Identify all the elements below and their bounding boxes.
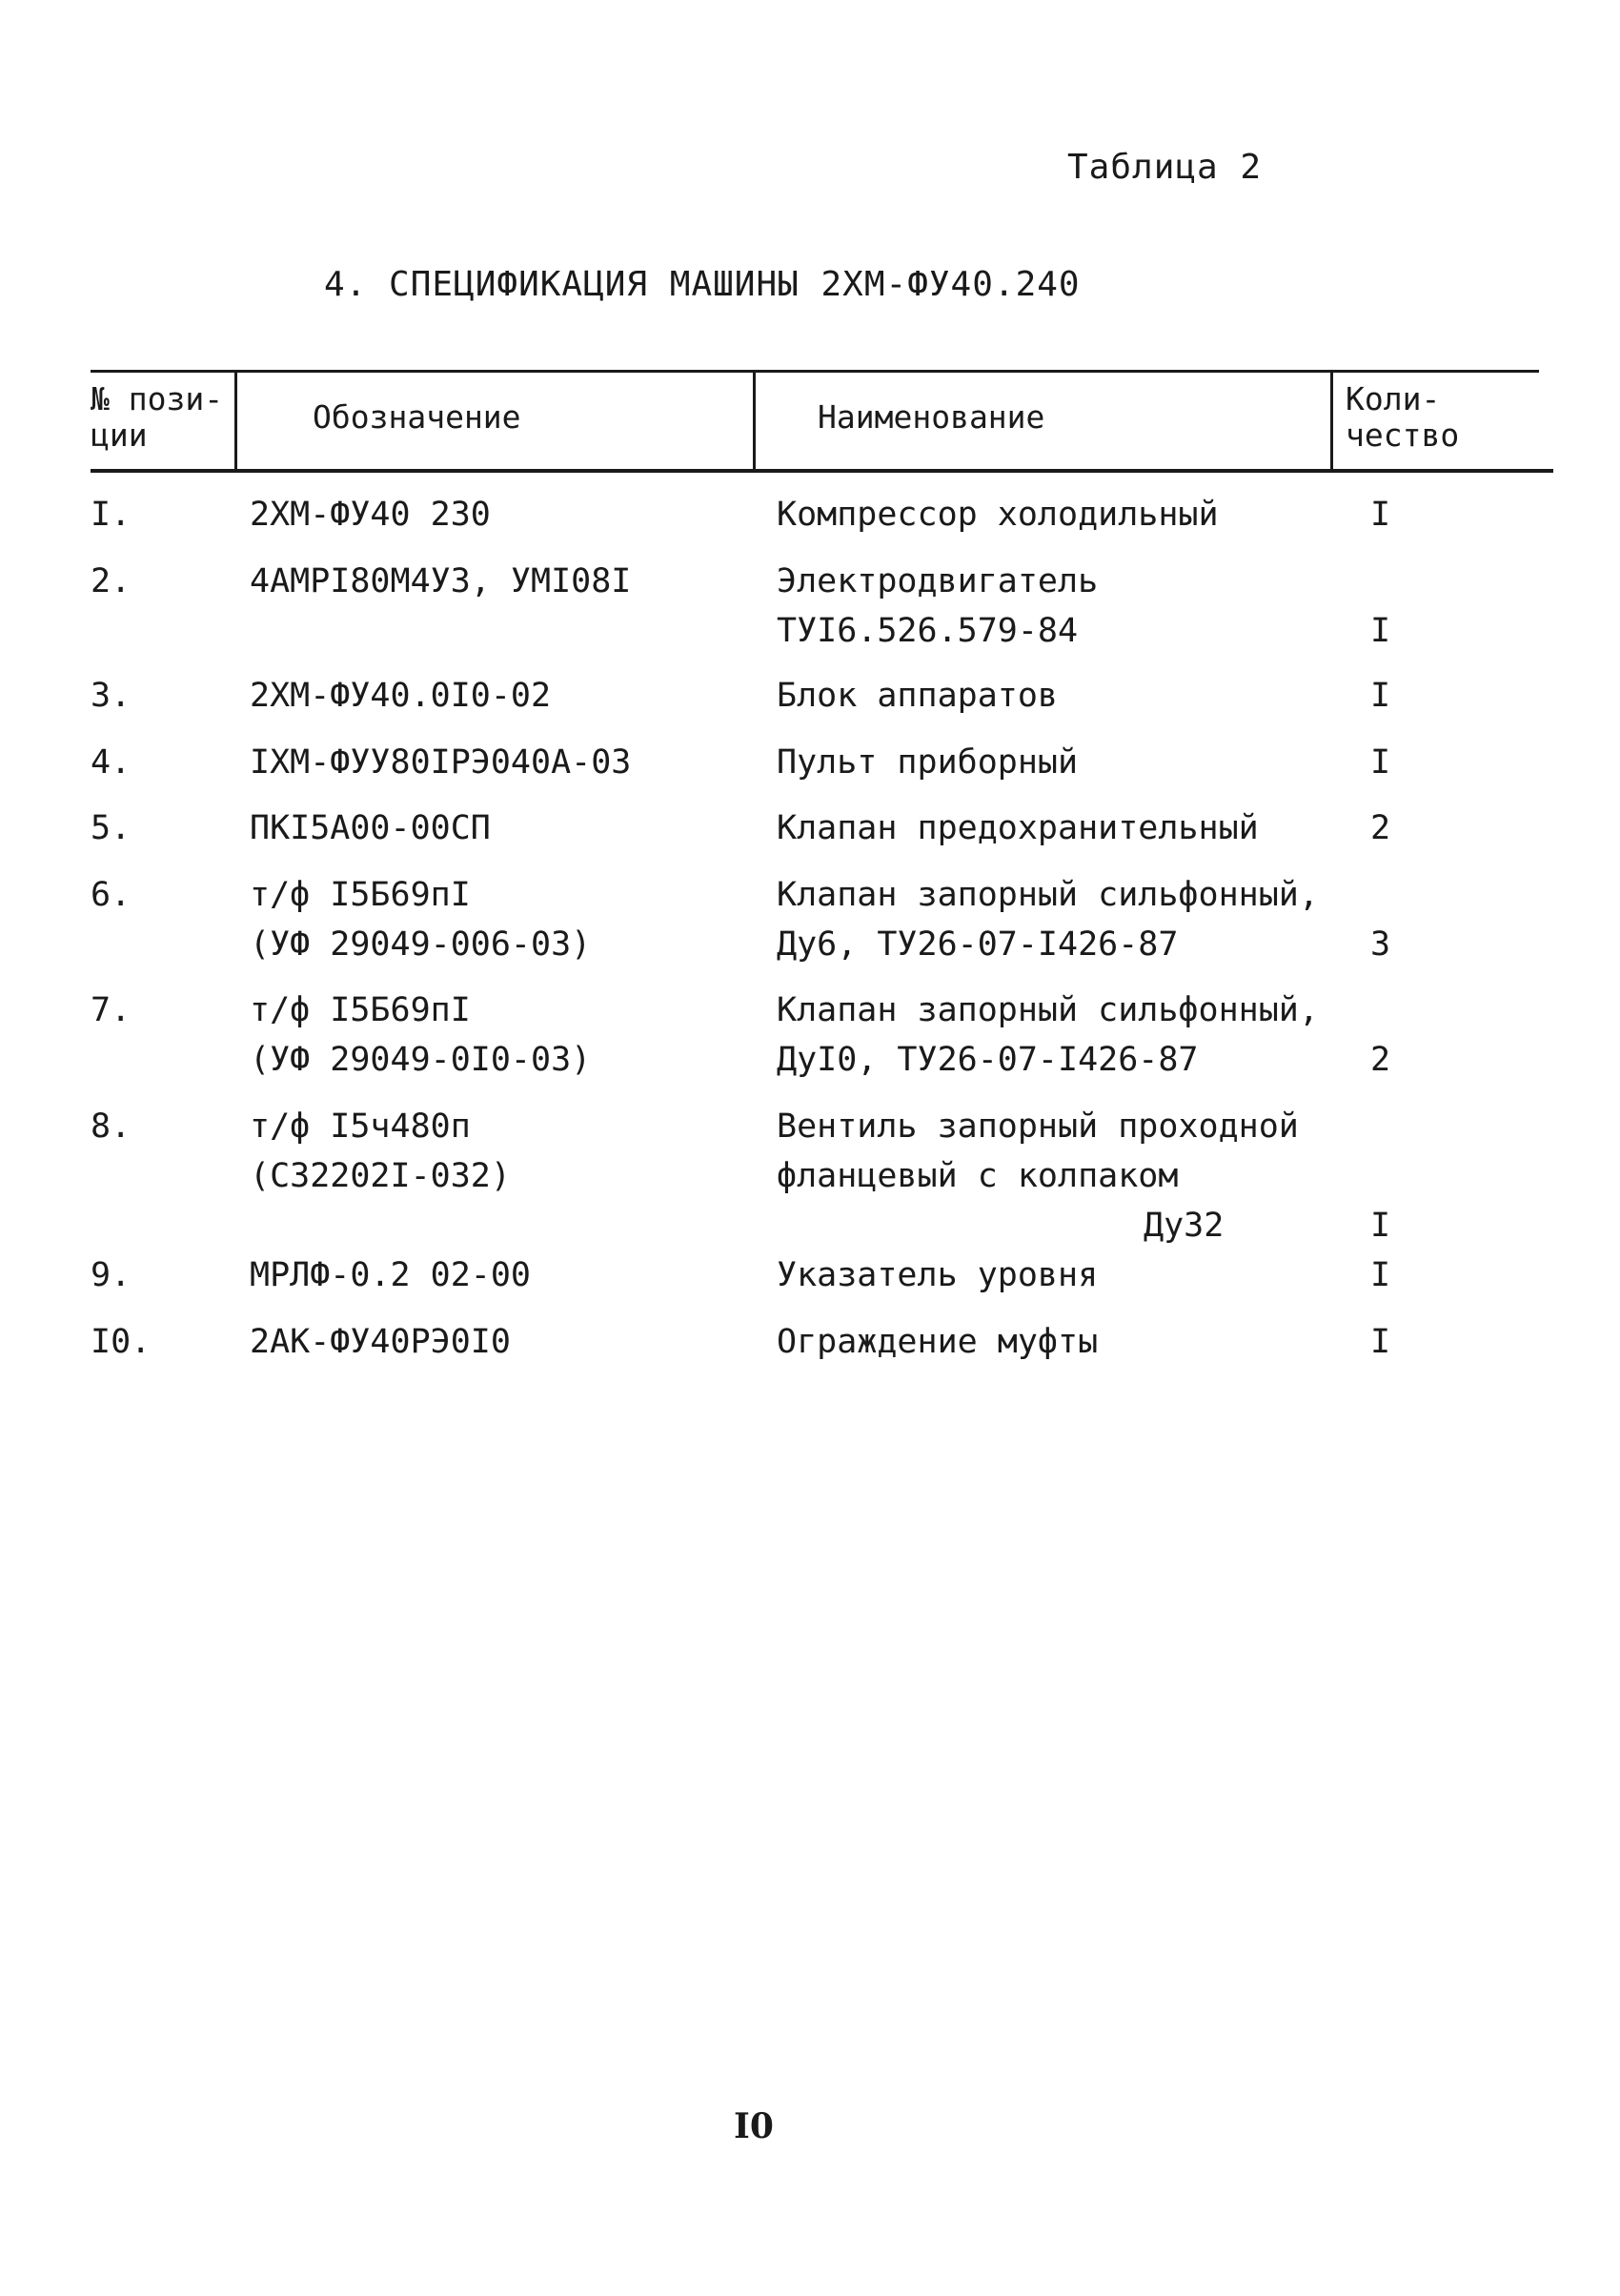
row-name: Блок аппаратов [777,677,1059,715]
row-designation: IХМ-ФУУ80IРЭ040А-03 [250,743,632,782]
table-header-border [91,469,1553,473]
row-name-line-2: ДуI0, ТУ26-07-I426-87 [777,1041,1199,1079]
header-quantity-line-2: чество [1346,417,1460,454]
row-quantity: I [1370,1256,1391,1294]
row-designation: т/ф I5Б69пI [250,991,471,1029]
row-name: Клапан запорный сильфонный, [777,876,1319,914]
header-position-line-2: ции [91,417,148,454]
row-quantity: I [1370,677,1391,715]
row-designation: 4АМРI80М4У3, УМI08I [250,562,632,600]
row-name-line-2: фланцевый с колпаком [777,1157,1179,1195]
row-name-line-3: Ду32 [1144,1207,1225,1245]
header-position-line-1: № пози- [91,380,224,417]
row-name: Клапан запорный сильфонный, [777,991,1319,1029]
row-position: I. [91,496,132,534]
column-divider-2 [753,370,756,469]
header-designation: Обозначение [313,398,521,436]
row-name-line-2: ТУI6.526.579-84 [777,612,1079,650]
row-name-line-2: Ду6, ТУ26-07-I426-87 [777,925,1179,964]
row-name: Компрессор холодильный [777,496,1219,534]
row-designation-line-2: (УФ 29049-0I0-03) [250,1041,592,1079]
row-quantity: 2 [1370,1041,1391,1079]
row-quantity: I [1370,1207,1391,1245]
document-title: 4. СПЕЦИФИКАЦИЯ МАШИНЫ 2ХМ-ФУ40.240 [324,265,1081,304]
page-number: I0 [734,2106,774,2146]
column-divider-1 [234,370,237,469]
row-designation: 2ХМ-ФУ40 230 [250,496,491,534]
row-designation: т/ф I5Б69пI [250,876,471,914]
row-designation: МРЛФ-0.2 02-00 [250,1256,532,1294]
row-position: 4. [91,743,132,782]
column-divider-3 [1330,370,1333,469]
table-label: Таблица 2 [1067,148,1263,187]
row-position: 9. [91,1256,132,1294]
row-name: Ограждение муфты [777,1323,1099,1361]
row-quantity: I [1370,1323,1391,1361]
header-position [91,381,223,454]
row-name: Вентиль запорный проходной [777,1107,1299,1146]
row-designation: ПКI5А00-00СП [250,809,491,847]
row-position: 7. [91,991,132,1029]
row-designation-line-2: (С32202I-032) [250,1157,511,1195]
row-designation: т/ф I5ч480п [250,1107,471,1146]
row-quantity: I [1370,743,1391,782]
row-name: Клапан предохранительный [777,809,1259,847]
row-position: 6. [91,876,132,914]
row-position: 5. [91,809,132,847]
row-quantity: 3 [1370,925,1391,964]
row-position: 8. [91,1107,132,1146]
header-quantity-line-1: Коли- [1346,380,1441,417]
table-top-border [91,370,1539,373]
header-quantity [1346,381,1459,454]
row-quantity: 2 [1370,809,1391,847]
row-quantity: I [1370,496,1391,534]
row-position: 2. [91,562,132,600]
row-name: Электродвигатель [777,562,1099,600]
row-position: 3. [91,677,132,715]
row-name: Указатель уровня [777,1256,1099,1294]
row-designation: 2АК-ФУ40РЭ0I0 [250,1323,511,1361]
row-designation-line-2: (УФ 29049-006-03) [250,925,592,964]
header-name: Наименование [818,398,1045,436]
row-position: I0. [91,1323,152,1361]
row-quantity: I [1370,612,1391,650]
row-designation: 2ХМ-ФУ40.0I0-02 [250,677,552,715]
row-name: Пульт приборный [777,743,1079,782]
